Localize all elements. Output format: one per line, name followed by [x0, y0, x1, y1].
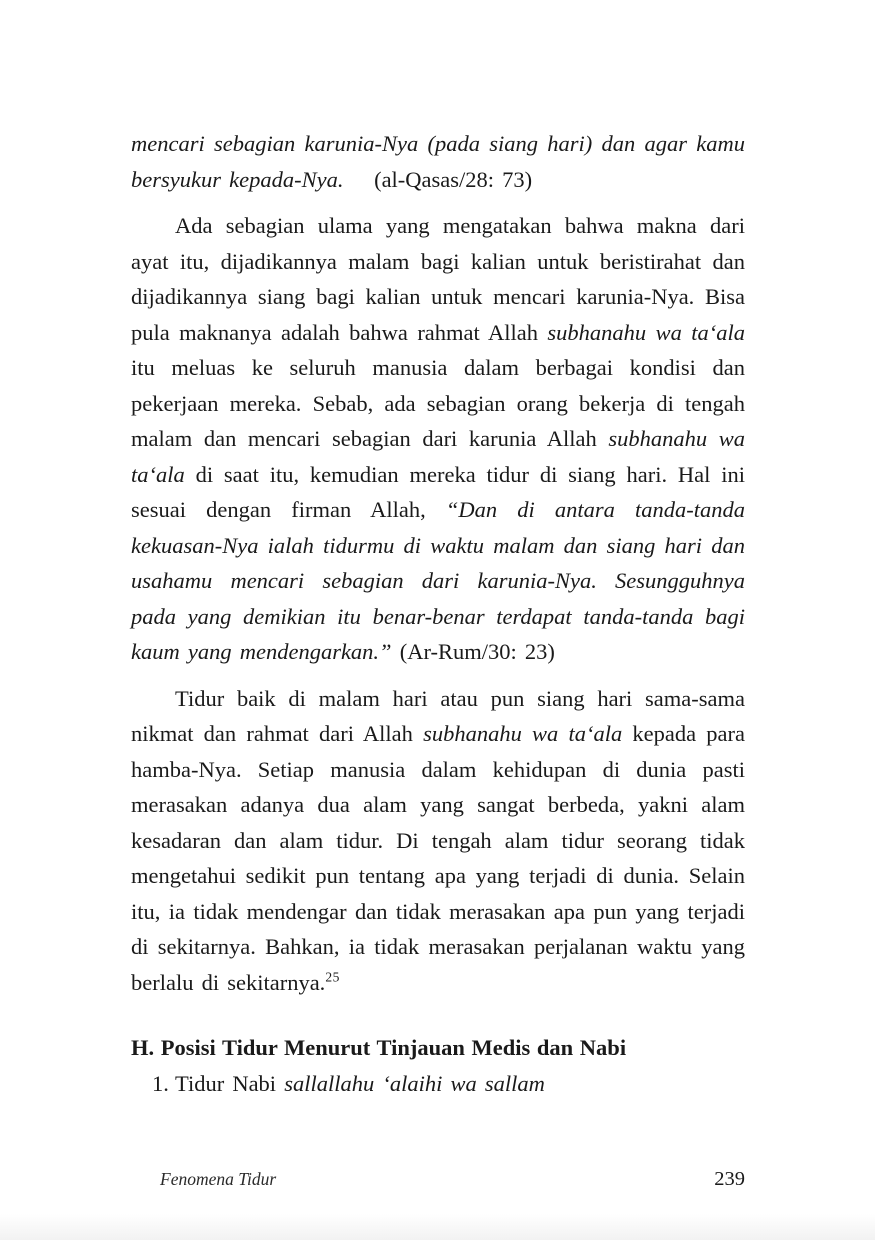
text-segment: subhanahu wa ta‘ala: [131, 426, 745, 487]
page-content: [131, 126, 745, 1101]
page-bottom-edge: [0, 1214, 875, 1240]
text-segment: di saat itu, kemudian mereka tidur di siang hari. Hal ini sesuai dengan firman Allah,: [131, 461, 745, 522]
paragraph-2: [131, 681, 745, 1001]
text-segment: (al-Qasas/28: 73): [343, 166, 533, 192]
text-segment: Tidur baik di malam hari atau pun siang hari sama-sama nikmat dan rahmat dari Allah: [131, 685, 745, 746]
list-item-1: [131, 1066, 745, 1102]
running-footer-title: Fenomena Tidur: [160, 1169, 277, 1189]
quran-quote-continuation: [131, 126, 745, 197]
text-segment: subhanahu wa ta‘ala: [547, 319, 745, 345]
page-number: 239: [714, 1168, 745, 1190]
text-segment: kepada para hamba-Nya. Setiap manusia dalam kehidupan di dunia pasti merasakan adanya dua alam yang sangat berbeda, yakni alam kesadaran dan alam tidur. Di tengah alam tidur seorang tidak mengetahui sedikit pun tentang apa yang terjadi di dunia. Selain itu, ia tidak mendengar dan tidak merasakan apa pun yang terjadi di sekitarnya. Bahkan, ia tidak merasakan perjalanan waktu yang berlalu di sekitarnya.: [131, 721, 745, 995]
section-heading: [131, 1030, 745, 1066]
text-segment: itu meluas ke seluruh manusia dalam berbagai kondisi dan pekerjaan mereka. Sebab, ada sebagian orang bekerja di tengah malam dan mencari sebagian dari karunia Allah: [131, 355, 745, 451]
paragraph-1: [131, 208, 745, 670]
text-segment: Ada sebagian ulama yang mengatakan bahwa makna dari ayat itu, dijadikannya malam bagi kalian untuk beristirahat dan dijadikannya siang bagi kalian untuk mencari karunia-Nya. Bisa pula maknanya adalah bahwa rahmat Allah: [131, 213, 745, 345]
text-segment: H. Posisi Tidur Menurut Tinjauan Medis dan Nabi: [131, 1035, 627, 1060]
text-segment: “Dan di antara tanda-tanda kekuasan-Nya ialah tidurmu di waktu malam dan siang hari dan usahamu mencari sebagian dari karunia-Nya. Sesungguhnya pada yang demikian itu benar-benar terdapat tanda-tanda bagi kaum yang mendengarkan.”: [131, 497, 745, 664]
text-segment: Tidur Nabi: [175, 1070, 285, 1096]
list-number: 1.: [152, 1070, 169, 1096]
text-segment: subhanahu wa ta‘ala: [423, 721, 623, 746]
text-segment: (Ar-Rum/30: 23): [391, 639, 555, 664]
page-footer: [160, 1168, 745, 1191]
text-segment: sallallahu ‘alaihi wa sallam: [284, 1070, 545, 1096]
footnote-reference: 25: [325, 969, 340, 984]
text-segment: mencari sebagian karunia-Nya (pada siang hari) dan agar kamu bersyukur kepada-Nya.: [131, 131, 745, 192]
